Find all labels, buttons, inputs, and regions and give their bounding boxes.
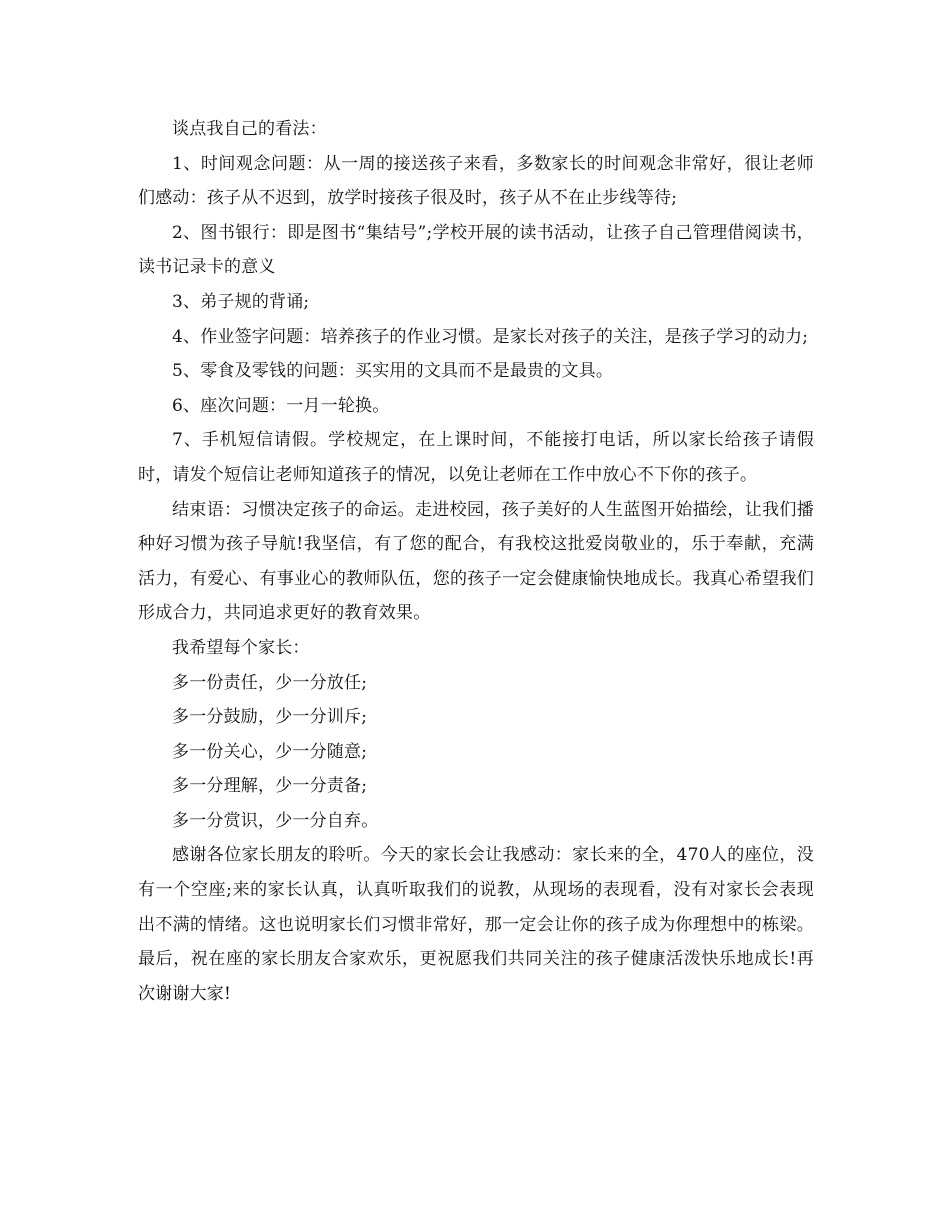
paragraph-thanks: 感谢各位家长朋友的聆听。今天的家长会让我感动：家长来的全，470人的座位，没有一个空座;来的家长认真，认真听取我们的说教，从现场的表现看，没有对家长会表现出不满的情绪。这也说明家长们习惯非常好，那一定会让你的孩子成为你理想中的栋梁。最后，祝在座的家长朋友合家欢乐，更祝愿我们共同关注的孩子健康活泼快乐地成长!再次谢谢大家! — [138, 845, 814, 1004]
document-body — [138, 112, 814, 1011]
paragraph-item-6: 6、座次问题：一月一轮换。 — [172, 395, 390, 416]
paragraph-item-7: 7、手机短信请假。学校规定，在上课时间，不能接打电话，所以家长给孩子请假时，请发个短信让老师知道孩子的情况，以免让老师在工作中放心不下你的孩子。 — [138, 430, 814, 485]
paragraph-conclusion: 结束语：习惯决定孩子的命运。走进校园，孩子美好的人生蓝图开始描绘，让我们播种好习惯为孩子导航!我坚信，有了您的配合，有我校这批爱岗敬业的，乐于奉献，充满活力，有爱心、有事业心的教师队伍，您的孩子一定会健康愉快地成长。我真心希望我们形成合力，共同追求更好的教育效果。 — [138, 499, 814, 624]
paragraph-opening: 谈点我自己的看法： — [172, 119, 327, 139]
paragraph-item-5: 5、零食及零钱的问题：买实用的文具而不是最贵的文具。 — [172, 361, 614, 382]
paragraph-item-1: 1、时间观念问题：从一周的接送孩子来看，多数家长的时间观念非常好，很让老师们感动：孩子从不迟到，放学时接孩子很及时，孩子从不在止步线等待; — [138, 153, 814, 209]
paragraph-wish-5: 多一分赏识，少一分自弃。 — [172, 810, 379, 831]
paragraph-wish-1: 多一份责任，少一分放任; — [172, 672, 368, 693]
paragraph-wish-2: 多一分鼓励，少一分训斥; — [172, 707, 368, 728]
paragraph-item-2: 2、图书银行：即是图书“集结号”;学校开展的读书活动，让孩子自己管理借阅读书，读书记录卡的意义 — [138, 222, 814, 278]
paragraph-wish-3: 多一份关心，少一分随意; — [172, 741, 368, 762]
paragraph-item-3: 3、弟子规的背诵; — [172, 291, 310, 312]
paragraph-wish-intro: 我希望每个家长： — [172, 637, 310, 658]
paragraph-wish-4: 多一分理解，少一分责备; — [172, 776, 368, 797]
paragraph-item-4: 4、作业签字问题：培养孩子的作业习惯。是家长对孩子的关注，是孩子学习的动力; — [172, 326, 809, 347]
